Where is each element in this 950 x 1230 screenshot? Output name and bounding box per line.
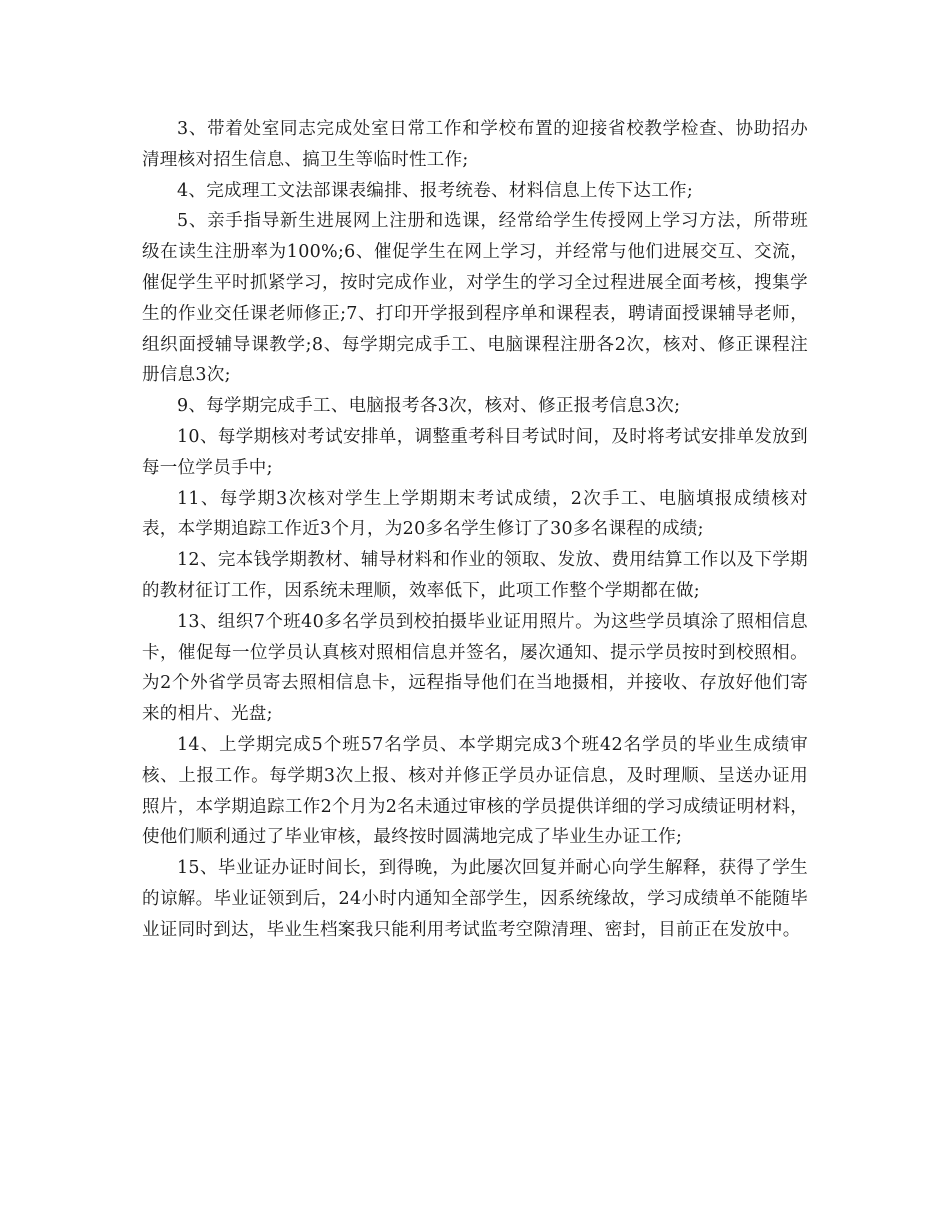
document-body: [142, 114, 808, 946]
paragraph-item-12: 12、完本钱学期教材、辅导材料和作业的领取、发放、费用结算工作以及下学期的教材征订工作，因系统未理顺，效率低下，此项工作整个学期都在做;: [142, 550, 808, 601]
paragraph-item-15: 15、毕业证办证时间长，到得晚，为此屡次回复并耐心向学生解释，获得了学生的谅解。毕业证领到后，24小时内通知全部学生，因系统缘故，学习成绩单不能随毕业证同时到达，毕业生档案我只能利用考试监考空隙清理、密封，目前正在发放中。: [142, 858, 808, 940]
paragraph-item-11: 11、每学期3次核对学生上学期期末考试成绩，2次手工、电脑填报成绩核对表，本学期追踪工作近3个月，为20多名学生修订了30多名课程的成绩;: [142, 488, 808, 540]
paragraph-item-9: 9、每学期完成手工、电脑报考各3次，核对、修正报考信息3次;: [177, 396, 681, 417]
paragraph-item-14: 14、上学期完成5个班57名学员、本学期完成3个班42名学员的毕业生成绩审核、上报工作。每学期3次上报、核对并修正学员办证信息，及时理顺、呈送办证用照片，本学期追踪工作2个月为2名未通过审核的学员提供详细的学习成绩证明材料，使他们顺利通过了毕业审核，最终按时圆满地完成了毕业生办证工作;: [142, 734, 808, 848]
paragraph-item-13: 13、组织7个班40多名学员到校拍摄毕业证用照片。为这些学员填涂了照相信息卡，催促每一位学员认真核对照相信息并签名，屡次通知、提示学员按时到校照相。为2个外省学员寄去照相信息卡，远程指导他们在当地摄相，并接收、存放好他们寄来的相片、光盘;: [142, 611, 808, 725]
paragraph-items-5-8: 5、亲手指导新生进展网上注册和选课，经常给学生传授网上学习方法，所带班级在读生注册率为100%;6、催促学生在网上学习，并经常与他们进展交互、交流，催促学生平时抓紧学习，按时完成作业，对学生的学习全过程进展全面考核，搜集学生的作业交任课老师修正;7、打印开学报到程序单和课程表，聘请面授课辅导老师，组织面授辅导课教学;8、每学期完成手工、电脑课程注册各2次，核对、修正课程注册信息3次;: [142, 211, 808, 386]
paragraph-item-3: 3、带着处室同志完成处室日常工作和学校布置的迎接省校教学检查、协助招办清理核对招生信息、搞卫生等临时性工作;: [142, 119, 808, 170]
paragraph-item-4: 4、完成理工文法部课表编排、报考统卷、材料信息上传下达工作;: [177, 180, 694, 201]
paragraph-item-10: 10、每学期核对考试安排单，调整重考科目考试时间，及时将考试安排单发放到每一位学员手中;: [142, 426, 808, 478]
